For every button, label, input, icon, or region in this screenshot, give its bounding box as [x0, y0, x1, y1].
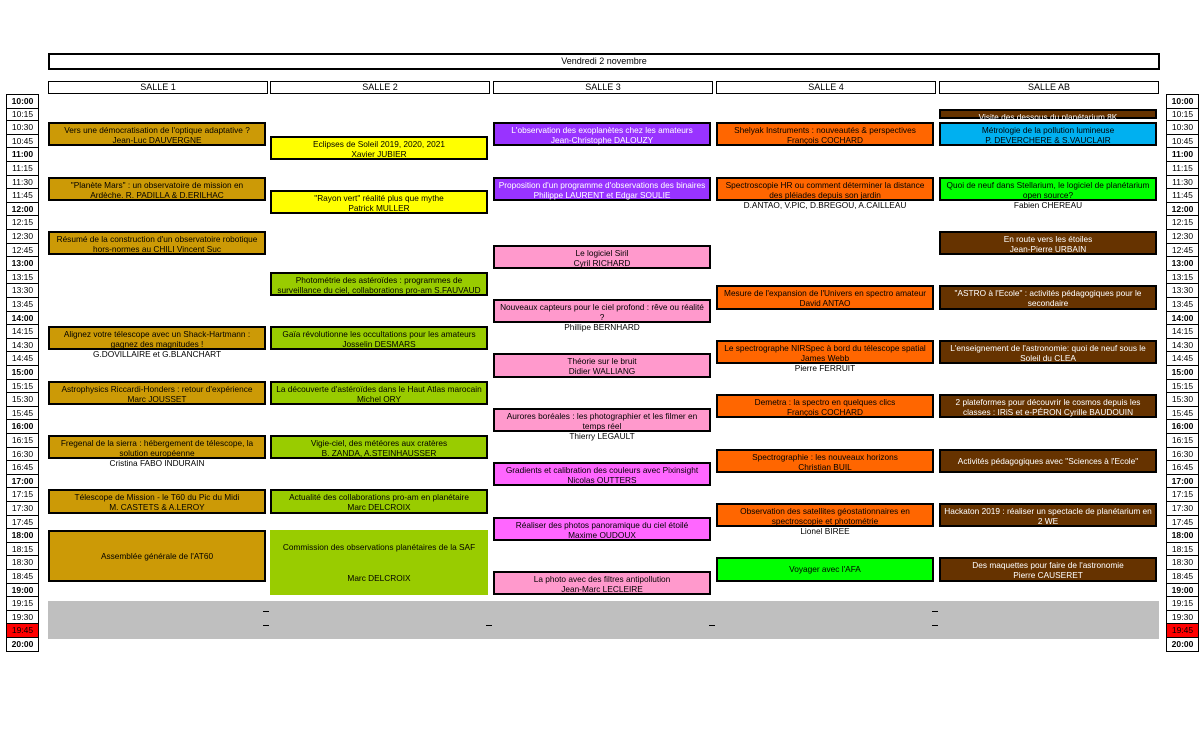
session-speaker: Nicolas OUTTERS: [567, 475, 637, 486]
session-title: Le logiciel Siril: [575, 247, 629, 258]
day-title: Vendredi 2 novembre: [48, 53, 1160, 70]
session-speaker: Jean-Pierre URBAIN: [1009, 244, 1087, 254]
session-speaker: Philippe LAURENT et Edgar SOULIE: [533, 189, 671, 200]
session-title: Quoi de neuf dans Stellarium, le logiciel de planétarium: [946, 179, 1150, 190]
time-slot: 20:00: [1166, 638, 1199, 652]
session-block: [939, 122, 1157, 146]
session-block: [939, 285, 1157, 319]
session-speaker: Thierry LEGAULT: [569, 430, 635, 441]
session-block: [48, 530, 266, 581]
session-title: Eclipses de Soleil 2019, 2020, 2021: [313, 138, 445, 149]
session-block: [939, 449, 1157, 473]
time-slot: 17:00: [1166, 475, 1199, 489]
divider-mark: [932, 625, 938, 626]
session-title: Vers une démocratisation de l'optique adaptative ?: [64, 125, 250, 136]
time-slot: 18:15: [1166, 543, 1199, 557]
time-slot: 12:45: [1166, 244, 1199, 258]
session-block: [716, 340, 934, 373]
time-slot: 12:30: [1166, 230, 1199, 244]
session-title: temps réel: [582, 420, 622, 431]
room-header-5: SALLE AB: [939, 81, 1159, 94]
session-speaker: Fabien CHEREAU: [1013, 199, 1083, 210]
time-slot: 18:00: [6, 529, 39, 543]
session-title: Réaliser des photos panoramique du ciel étoilé: [515, 519, 689, 530]
time-slot: 10:15: [6, 108, 39, 122]
session-block: [493, 245, 711, 269]
session-title: Actualité des collaborations pro-am en planétaire: [289, 492, 469, 503]
session-speaker: D.ANTAO, V.PIC, D.BREGOU, A.CAILLEAU: [743, 199, 907, 210]
time-slot: 10:00: [1166, 94, 1199, 109]
time-slot: 13:45: [6, 298, 39, 312]
time-slot: 14:45: [1166, 352, 1199, 366]
divider-mark: [932, 611, 938, 612]
time-slot: 19:45: [6, 624, 39, 638]
time-slot: 13:00: [1166, 257, 1199, 271]
time-slot: 11:45: [6, 189, 39, 203]
time-slot: 12:15: [1166, 216, 1199, 230]
session-title: 2 WE: [1037, 516, 1059, 526]
session-title: secondaire: [1027, 298, 1069, 309]
time-slot: 16:30: [6, 448, 39, 462]
time-slot: 11:30: [1166, 176, 1199, 190]
session-block: [939, 231, 1157, 255]
session-title: Le spectrographe NIRSpec à bord du télescope spatial: [724, 342, 926, 353]
session-block: [270, 381, 488, 405]
time-slot: 19:15: [1166, 597, 1199, 611]
session-block: [493, 517, 711, 541]
time-slot: 14:30: [1166, 339, 1199, 353]
session-title: Assemblée générale de l'AT60: [100, 550, 214, 561]
session-block: [270, 272, 488, 296]
break-band: [48, 601, 1159, 639]
time-slot: 10:30: [1166, 121, 1199, 135]
session-speaker: Lionel BIREE: [800, 526, 850, 536]
session-title: Des maquettes pour faire de l'astronomie: [972, 560, 1124, 571]
session-speaker: Michel ORY: [356, 393, 402, 404]
divider-mark: [709, 625, 715, 626]
session-title: Astrophysics Riccardi-Honders : retour d'expérience: [61, 383, 253, 394]
session-speaker: Patrick MULLER: [348, 203, 410, 214]
time-slot: 16:15: [1166, 434, 1199, 448]
session-block: [716, 285, 934, 309]
time-slot: 15:30: [6, 393, 39, 407]
time-slot: 11:15: [1166, 162, 1199, 176]
time-slot: 20:00: [6, 638, 39, 652]
time-slot: 18:15: [6, 543, 39, 557]
session-title: Théorie sur le bruit: [567, 356, 637, 367]
time-slot: 12:15: [6, 216, 39, 230]
session-block: [270, 530, 488, 595]
time-slot: 14:15: [6, 325, 39, 339]
session-speaker: Marc DELCROIX: [347, 502, 411, 513]
time-slot: 14:00: [1166, 312, 1199, 326]
time-slot: 15:45: [1166, 407, 1199, 421]
session-block: [716, 394, 934, 418]
session-block: [48, 177, 266, 201]
time-slot: 15:30: [1166, 393, 1199, 407]
time-slot: 11:00: [6, 148, 39, 162]
room-header-2: SALLE 2: [270, 81, 490, 94]
session-title: Télescope de Mission - le T60 du Pic du Midi: [74, 492, 240, 503]
time-slot: 15:45: [6, 407, 39, 421]
session-title: "Rayon vert" réalité plus que mythe: [314, 193, 444, 204]
session-speaker: classes : IRiS et e-PÉRON Cyrille BAUDOUIN: [962, 407, 1134, 418]
session-speaker: Cristina FABO INDURAIN: [109, 458, 205, 468]
session-block: [939, 109, 1157, 120]
session-title: gagnez des magnitudes !: [110, 339, 204, 350]
session-block: [939, 177, 1157, 210]
time-slot: 19:00: [1166, 584, 1199, 598]
room-header-3: SALLE 3: [493, 81, 713, 94]
session-speaker: P. CAUSERET et C. FERRARI: [991, 362, 1105, 373]
session-speaker: Jean STRAJNIC: [1017, 308, 1079, 319]
session-title: 2 plateformes pour découvrir le cosmos depuis les: [955, 397, 1141, 408]
time-slot: 17:15: [1166, 488, 1199, 502]
session-block: [48, 231, 266, 255]
time-slot: 19:00: [6, 584, 39, 598]
time-slot: 10:00: [6, 94, 39, 109]
time-slot: 19:15: [6, 597, 39, 611]
session-speaker: François COCHARD: [786, 135, 864, 146]
time-slot: 19:30: [6, 611, 39, 625]
time-slot: 16:00: [1166, 420, 1199, 434]
time-slot: 16:00: [6, 420, 39, 434]
session-block: [493, 408, 711, 441]
session-block: [493, 462, 711, 486]
session-speaker: David ANTAO: [799, 298, 851, 309]
time-slot: 11:30: [6, 176, 39, 190]
session-title: Shelyak Instruments : nouveautés & perspectives: [734, 125, 916, 136]
session-block: [716, 122, 934, 146]
session-title: Vigie-ciel, des météores aux cratères: [310, 438, 448, 448]
time-slot: 15:15: [6, 380, 39, 394]
session-title: Mesure de l'expansion de l'Univers en spectro amateur: [724, 288, 926, 299]
time-slot: 19:45: [1166, 624, 1199, 638]
session-block: [270, 435, 488, 459]
session-speaker: Pierre FERRUIT: [794, 362, 856, 373]
session-block: [48, 381, 266, 405]
time-slot: 18:30: [1166, 556, 1199, 570]
room-header-4: SALLE 4: [716, 81, 936, 94]
session-block: [939, 394, 1157, 418]
session-title: des pléiades depuis son jardin: [769, 189, 881, 200]
session-block: [493, 122, 711, 146]
session-speaker: surveillance du ciel, collaborations pro-am S.FAUVAUD: [277, 284, 481, 295]
time-slot: 18:45: [1166, 570, 1199, 584]
divider-mark: [263, 611, 269, 612]
session-speaker: Cyril RICHARD: [573, 257, 631, 268]
session-title: Proposition d'un programme d'observations des binaires: [498, 179, 706, 190]
session-speaker: Marc JOUSSET: [127, 393, 187, 404]
time-slot: 13:00: [6, 257, 39, 271]
time-slot: 12:00: [1166, 203, 1199, 217]
session-block: [716, 503, 934, 536]
time-slot: 10:15: [1166, 108, 1199, 122]
time-slot: 17:45: [1166, 516, 1199, 530]
time-slot: 15:00: [1166, 366, 1199, 380]
session-speaker: hors-normes au CHILI Vincent Suc: [92, 244, 222, 254]
session-title: Spectrographie : les nouveaux horizons: [752, 451, 898, 462]
session-block: [270, 190, 488, 214]
session-speaker: P. DEVERCHERE & S.VAUCLAIR: [985, 135, 1111, 146]
session-title: L'observation des exoplanètes chez les amateurs: [511, 125, 693, 136]
session-title: James Webb: [800, 352, 850, 363]
session-block: [493, 177, 711, 201]
session-title: Métrologie de la pollution lumineuse: [981, 125, 1115, 136]
session-title: Visite des dessous du planétarium 8K: [978, 111, 1118, 122]
session-title: Commission des observations planétaires de la SAF: [282, 541, 476, 552]
session-block: [939, 340, 1157, 373]
session-speaker: Jean-Christophe DALOUZY: [550, 135, 654, 146]
session-title: Hackaton 2019 : réaliser un spectacle de planétarium en: [944, 506, 1152, 516]
time-slot: 14:45: [6, 352, 39, 366]
session-title: La découverte d'astéroïdes dans le Haut Atlas marocain: [276, 383, 482, 394]
session-block: [493, 299, 711, 332]
session-title: Voyager avec l'AFA: [789, 564, 861, 575]
time-slot: 12:30: [6, 230, 39, 244]
session-block: [493, 571, 711, 595]
session-speaker: Jean-Luc DAUVERGNE: [112, 135, 202, 146]
time-slot: 10:30: [6, 121, 39, 135]
time-slot: 12:00: [6, 203, 39, 217]
session-speaker: D.MATHIEU, S.MEYER, C.BIRNBAUM: [976, 526, 1120, 536]
time-slot: 13:30: [1166, 284, 1199, 298]
session-block: [48, 489, 266, 513]
session-block: [270, 136, 488, 160]
session-title: Nouveaux capteurs pour le ciel profond : rêve ou réalité ?: [500, 302, 704, 322]
session-speaker: Phillipe BERNHARD: [564, 322, 640, 332]
time-slot: 18:00: [1166, 529, 1199, 543]
time-slot: 16:30: [1166, 448, 1199, 462]
time-slot: 17:15: [6, 488, 39, 502]
time-slot: 19:30: [1166, 611, 1199, 625]
session-speaker: Josselin DESMARS: [342, 339, 416, 350]
session-speaker: B. ZANDA, A.STEINHAUSSER: [321, 448, 437, 458]
session-title: Demetra : la spectro en quelques clics: [754, 397, 896, 408]
room-header-1: SALLE 1: [48, 81, 268, 94]
session-block: [716, 177, 934, 210]
time-slot: 16:15: [6, 434, 39, 448]
session-title: spectroscopie et photométrie: [771, 516, 879, 526]
time-slot: 14:15: [1166, 325, 1199, 339]
session-block: [48, 122, 266, 146]
session-title: Activités pédagogiques avec "Sciences à l'Ecole": [957, 455, 1139, 466]
session-title: L'enseignement de l'astronomie: quoi de neuf sous le: [950, 342, 1146, 353]
session-title: "Planète Mars" : un observatoire de mission en: [70, 179, 244, 190]
session-title: Résumé de la construction d'un observatoire robotique: [56, 234, 258, 244]
time-slot: 17:00: [6, 475, 39, 489]
session-block: [939, 557, 1157, 581]
session-speaker: M. CASTETS & A.LEROY: [109, 502, 205, 513]
time-slot: 11:00: [1166, 148, 1199, 162]
session-title: Gaïa révolutionne les occultations pour les amateurs: [282, 329, 476, 340]
time-slot: 17:30: [6, 502, 39, 516]
session-title: "ASTRO à l'Ecole" : activités pédagogiques pour le: [954, 288, 1142, 299]
session-block: [48, 326, 266, 360]
session-speaker: Jean-Marc LECLEIRE: [561, 584, 643, 594]
time-slot: 11:45: [1166, 189, 1199, 203]
session-speaker: Xavier JUBIER: [351, 148, 407, 159]
session-block: [939, 503, 1157, 536]
time-slot: 13:15: [6, 271, 39, 285]
time-slot: 13:15: [1166, 271, 1199, 285]
session-speaker: Didier WALLIANG: [568, 366, 636, 377]
time-slot: 16:45: [1166, 461, 1199, 475]
session-block: [716, 557, 934, 581]
session-block: [493, 353, 711, 377]
session-speaker: G.DOVILLAIRE et G.BLANCHART: [92, 349, 222, 360]
session-block: [270, 489, 488, 513]
session-block: [716, 449, 934, 473]
session-speaker: Ardèche. R. PADILLA & D.ERILHAC: [90, 189, 224, 200]
session-title: Aurores boréales : les photographier et les filmer en: [506, 410, 698, 421]
time-slot: 14:30: [6, 339, 39, 353]
session-title: Photométrie des astéroïdes : programmes de: [295, 274, 463, 285]
session-title: La photo avec des filtres antipollution: [533, 574, 671, 584]
time-slot: 15:15: [1166, 380, 1199, 394]
time-slot: 13:45: [1166, 298, 1199, 312]
session-block: [48, 435, 266, 468]
session-title: open source?: [1022, 189, 1074, 200]
time-slot: 16:45: [6, 461, 39, 475]
session-title: Observation des satellites géostationnaires en: [740, 506, 910, 516]
time-slot: 15:00: [6, 366, 39, 380]
session-title: Alignez votre télescope avec un Shack-Hartmann :: [63, 329, 251, 340]
divider-mark: [263, 625, 269, 626]
time-slot: 18:30: [6, 556, 39, 570]
session-title: Soleil du CLEA: [1020, 352, 1076, 363]
time-slot: 18:45: [6, 570, 39, 584]
session-title: En route vers les étoiles: [1003, 234, 1093, 244]
session-speaker: François COCHARD: [786, 407, 864, 418]
time-slot: 12:45: [6, 244, 39, 258]
time-slot: 17:30: [1166, 502, 1199, 516]
time-slot: 13:30: [6, 284, 39, 298]
divider-mark: [486, 625, 492, 626]
session-title: Gradients et calibration des couleurs avec Pixinsight: [505, 465, 699, 476]
session-title: solution européenne: [119, 448, 195, 458]
time-slot: 17:45: [6, 516, 39, 530]
session-title: Spectroscopie HR ou comment déterminer la distance: [725, 179, 925, 190]
time-slot: 11:15: [6, 162, 39, 176]
session-speaker: Maxime OUDOUX: [568, 529, 636, 540]
session-speaker: Christian BUIL: [798, 461, 852, 472]
time-slot: 14:00: [6, 312, 39, 326]
time-slot: 10:45: [1166, 135, 1199, 149]
session-speaker: Pierre CAUSERET: [1013, 570, 1083, 581]
session-title: Fregenal de la sierra : hébergement de télescope, la: [60, 438, 254, 448]
session-speaker: Marc DELCROIX: [347, 573, 411, 584]
session-block: [270, 326, 488, 350]
time-slot: 10:45: [6, 135, 39, 149]
